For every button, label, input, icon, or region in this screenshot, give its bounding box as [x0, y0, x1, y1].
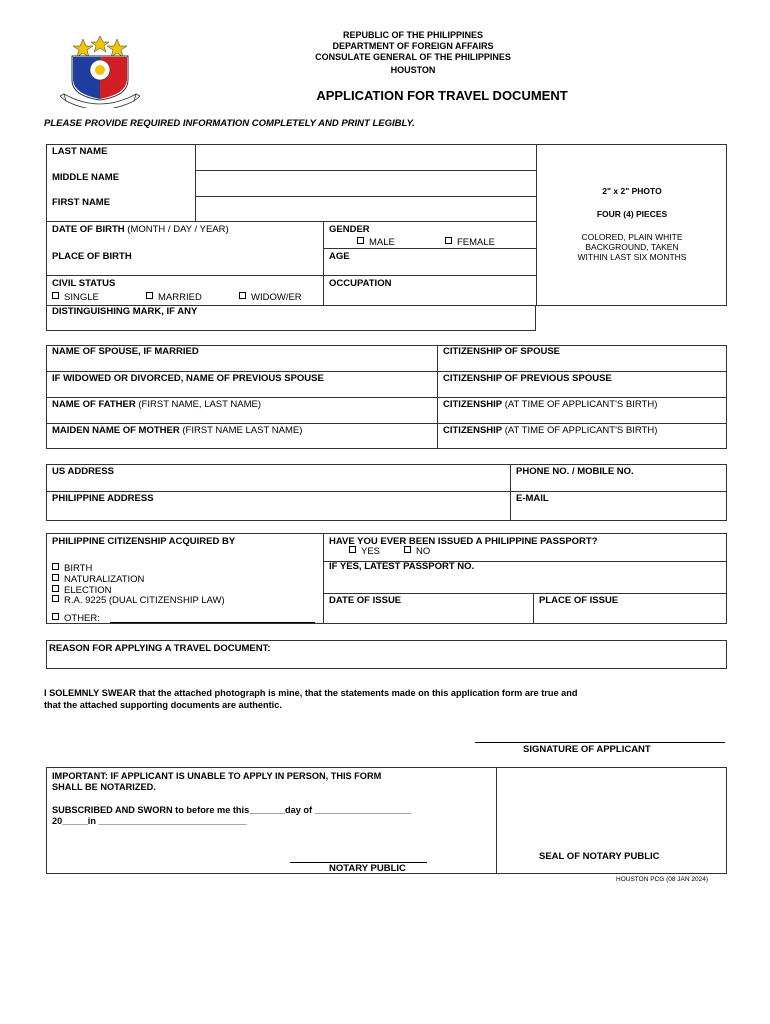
- gender-label: GENDER: [329, 224, 370, 235]
- father-label: [52, 399, 261, 410]
- widower-checkbox[interactable]: [239, 292, 246, 299]
- married-checkbox[interactable]: [146, 292, 153, 299]
- photo-area: [537, 186, 727, 262]
- single-label: SINGLE: [64, 292, 99, 303]
- female-option[interactable]: [445, 237, 495, 248]
- signature-label: SIGNATURE OF APPLICANT: [523, 744, 651, 755]
- oath-line-2: that the attached supporting documents are authentic.: [44, 700, 282, 710]
- latest-passport-label: IF YES, LATEST PASSPORT NO.: [329, 561, 475, 572]
- place-of-birth-label: PLACE OF BIRTH: [52, 251, 132, 262]
- passport-no-option[interactable]: [404, 546, 430, 557]
- signature-line[interactable]: [475, 742, 725, 743]
- important-line-2: SHALL BE NOTARIZED.: [52, 782, 156, 792]
- male-option[interactable]: [357, 237, 395, 248]
- passport-yes-label: YES: [361, 546, 381, 557]
- header-line-4: HOUSTON: [390, 65, 436, 75]
- widower-option[interactable]: [239, 292, 302, 303]
- ra9225-label: R.A. 9225 (DUAL CITIZENSHIP LAW): [64, 595, 225, 606]
- passport-question: HAVE YOU EVER BEEN ISSUED A PHILIPPINE PASSPORT?: [329, 536, 598, 547]
- header-line-3: CONSULATE GENERAL OF THE PHILIPPINES: [315, 52, 511, 62]
- email-label: E-MAIL: [516, 493, 549, 504]
- other-checkbox[interactable]: [52, 613, 59, 620]
- male-checkbox[interactable]: [357, 237, 364, 244]
- last-name-input[interactable]: [197, 146, 534, 168]
- citizenship-mother-text: CITIZENSHIP: [443, 425, 503, 436]
- oath-line-1: I SOLEMNLY SWEAR that the attached photograph is mine, that the statements made on this application form are true and: [44, 688, 578, 698]
- subscribed-line: SUBSCRIBED AND SWORN to before me this_______day of ___________________: [52, 805, 412, 815]
- notary-seal-label: SEAL OF NOTARY PUBLIC: [539, 851, 660, 862]
- notary-public-label: NOTARY PUBLIC: [329, 863, 406, 874]
- other-option[interactable]: [52, 613, 100, 624]
- ph-address-label: PHILIPPINE ADDRESS: [52, 493, 154, 504]
- married-option[interactable]: [146, 292, 202, 303]
- citizenship-mother-label: [443, 425, 657, 436]
- ra9225-checkbox[interactable]: [52, 595, 59, 602]
- single-option[interactable]: [52, 292, 99, 303]
- form-title: APPLICATION FOR TRAVEL DOCUMENT: [316, 88, 568, 103]
- last-name-label: LAST NAME: [52, 146, 108, 157]
- passport-no-checkbox[interactable]: [404, 546, 411, 553]
- citizenship-father-label: [443, 399, 657, 410]
- birth-option[interactable]: [52, 563, 92, 574]
- citizenship-previous-spouse-label: CITIZENSHIP OF PREVIOUS SPOUSE: [443, 373, 612, 384]
- married-label: MARRIED: [158, 292, 202, 303]
- dob-label-text: DATE OF BIRTH: [52, 224, 125, 235]
- citizenship-father-format: (AT TIME OF APPLICANT'S BIRTH): [502, 399, 658, 410]
- father-format: (FIRST NAME, LAST NAME): [135, 399, 262, 410]
- photo-desc-3: WITHIN LAST SIX MONTHS: [577, 252, 687, 262]
- female-label: FEMALE: [457, 237, 496, 248]
- naturalization-checkbox[interactable]: [52, 574, 59, 581]
- passport-yes-checkbox[interactable]: [349, 546, 356, 553]
- year-line: 20_____in _____________________________: [52, 816, 247, 826]
- widower-label: WIDOW/ER: [251, 292, 302, 303]
- naturalization-option[interactable]: [52, 574, 144, 585]
- birth-label: BIRTH: [64, 563, 93, 574]
- header-line-2: DEPARTMENT OF FOREIGN AFFAIRS: [332, 41, 494, 51]
- passport-yes-option[interactable]: [349, 546, 380, 557]
- important-line-1: IMPORTANT: IF APPLICANT IS UNABLE TO APPLY IN PERSON, THIS FORM: [52, 771, 382, 781]
- citizenship-mother-format: (AT TIME OF APPLICANT'S BIRTH): [502, 425, 658, 436]
- subscribed-text: [52, 805, 412, 827]
- mother-label-text: MAIDEN NAME OF MOTHER: [52, 425, 180, 436]
- middle-name-label: MIDDLE NAME: [52, 172, 120, 183]
- phone-label: PHONE NO. / MOBILE NO.: [516, 466, 634, 477]
- citizenship-acquired-label: PHILIPPINE CITIZENSHIP ACQUIRED BY: [52, 536, 236, 547]
- dob-format: (MONTH / DAY / YEAR): [124, 224, 229, 235]
- mother-label: [52, 425, 302, 436]
- age-label: AGE: [329, 251, 350, 262]
- male-label: MALE: [369, 237, 395, 248]
- civil-status-label: CIVIL STATUS: [52, 278, 116, 289]
- single-checkbox[interactable]: [52, 292, 59, 299]
- father-label-text: NAME OF FATHER: [52, 399, 136, 410]
- election-label: ELECTION: [64, 585, 112, 596]
- us-address-label: US ADDRESS: [52, 466, 114, 477]
- female-checkbox[interactable]: [445, 237, 452, 244]
- place-of-issue-label: PLACE OF ISSUE: [539, 595, 619, 606]
- other-label: OTHER:: [64, 613, 100, 624]
- photo-desc-2: BACKGROUND, TAKEN: [585, 242, 679, 252]
- oath-text: [44, 687, 577, 711]
- header-line-1: REPUBLIC OF THE PHILIPPINES: [342, 30, 483, 40]
- spouse-label: NAME OF SPOUSE, IF MARRIED: [52, 346, 199, 357]
- other-input-line[interactable]: [110, 622, 315, 623]
- previous-spouse-label: IF WIDOWED OR DIVORCED, NAME OF PREVIOUS SPOUSE: [52, 373, 324, 384]
- footer-code: HOUSTON PCG (08 JAN 2024): [616, 876, 708, 883]
- ra9225-option[interactable]: [52, 595, 225, 606]
- distinguishing-mark-label: DISTINGUISHING MARK, IF ANY: [52, 306, 198, 317]
- citizenship-father-text: CITIZENSHIP: [443, 399, 503, 410]
- mother-format: (FIRST NAME LAST NAME): [179, 425, 303, 436]
- dob-label: [52, 224, 229, 235]
- passport-no-label: NO: [416, 546, 431, 557]
- citizenship-spouse-label: CITIZENSHIP OF SPOUSE: [443, 346, 561, 357]
- election-checkbox[interactable]: [52, 585, 59, 592]
- naturalization-label: NATURALIZATION: [64, 574, 145, 585]
- date-of-issue-label: DATE OF ISSUE: [329, 595, 402, 606]
- photo-size: 2" x 2" PHOTO: [602, 186, 662, 196]
- middle-name-input[interactable]: [197, 172, 534, 194]
- notary-important: [52, 771, 381, 793]
- reason-label: REASON FOR APPLYING A TRAVEL DOCUMENT:: [49, 643, 271, 654]
- instruction-text: PLEASE PROVIDE REQUIRED INFORMATION COMPLETELY AND PRINT LEGIBLY.: [44, 118, 415, 129]
- photo-pieces: FOUR (4) PIECES: [596, 209, 668, 219]
- first-name-label: FIRST NAME: [52, 197, 111, 208]
- birth-checkbox[interactable]: [52, 563, 59, 570]
- first-name-input[interactable]: [197, 198, 534, 220]
- occupation-label: OCCUPATION: [329, 278, 392, 289]
- photo-desc-1: COLORED, PLAIN WHITE: [581, 232, 683, 242]
